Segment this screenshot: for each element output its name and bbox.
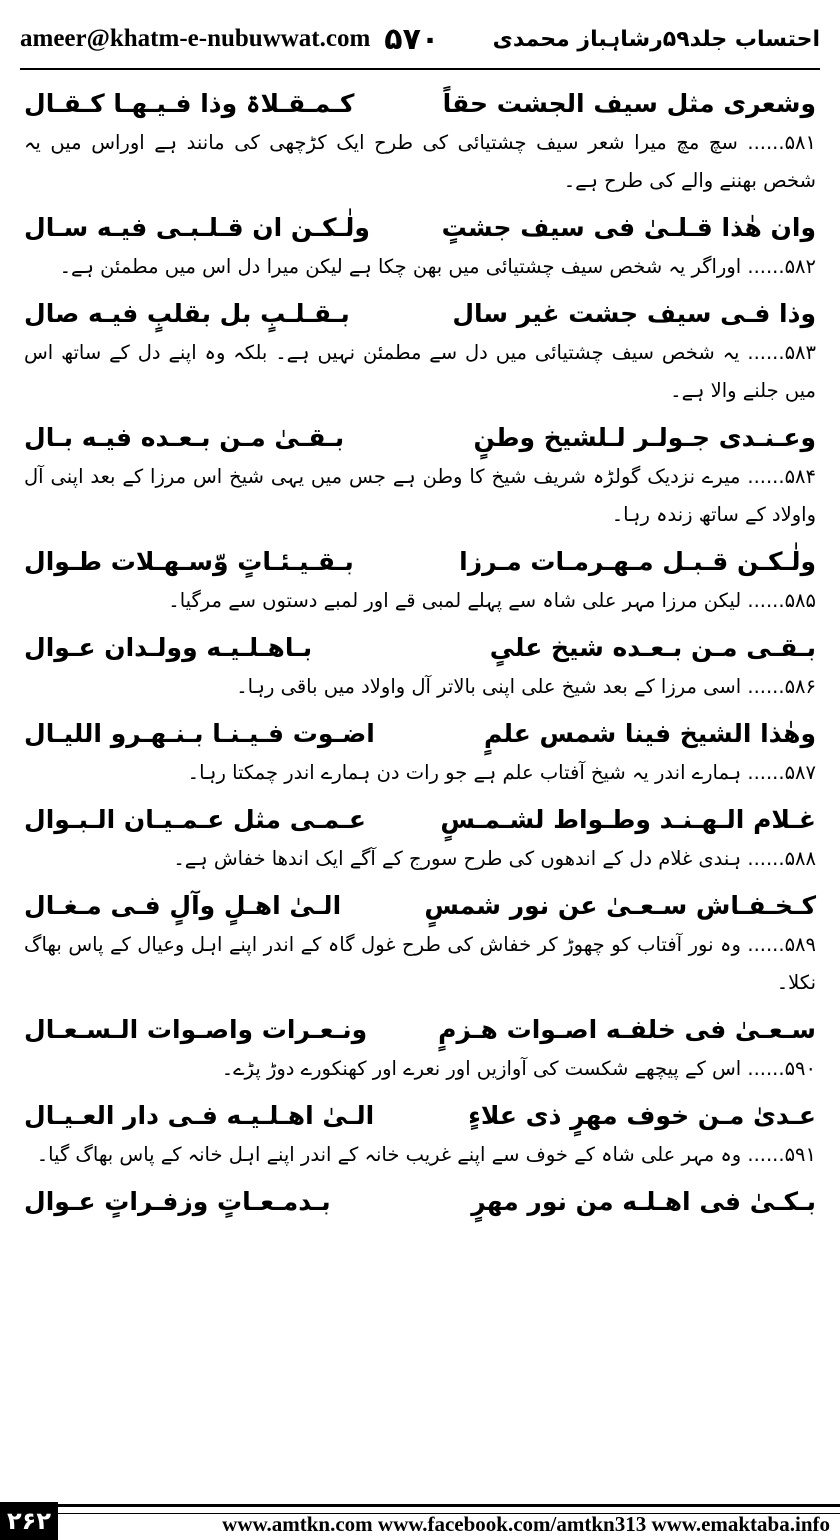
verse-left-hemistich: الـیٰ اھـلٍ وآلٍ فـی مـغـال (24, 891, 342, 920)
entry-588 (24, 800, 816, 878)
translation: ۵۸۷...... ہمارے اندر یہ شیخ آفتاب علم ہے جو رات دن ہمارے اندر چمکتا رہا۔ (187, 761, 816, 784)
translation: ۵۸۲...... اوراگر یہ شخص سیف چشتیائی میں بھن چکا ہے لیکن میرا دل اس میں مطمئن ہے۔ (59, 255, 816, 278)
verse-right-hemistich: وعـنـدی جـولـر لـلشیخ وطنٍ (473, 423, 816, 452)
verse-line (24, 800, 816, 840)
verse-left-hemistich: ولٰـکـن ان قـلـبـی فیـه سـال (24, 213, 370, 242)
verse-left-hemistich: بـدمـعـاتٍ وزفـراتٍ عـوال (24, 1187, 331, 1216)
verse-line (24, 1182, 816, 1222)
verse-right-hemistich: وھٰذا الشیخ فینا شمس علمٍ (483, 719, 816, 748)
translation: ۵۸۶...... اسی مرزا کے بعد شیخ علی اپنی بالاتر آل واولاد میں باقی رہا۔ (236, 675, 816, 698)
entry-582 (24, 208, 816, 286)
entry-590 (24, 1010, 816, 1088)
entry-587 (24, 714, 816, 792)
verse-left-hemistich: الـیٰ اھـلـیـه فـی دار العـیـال (24, 1101, 375, 1130)
page-footer (0, 1502, 840, 1540)
entry-589 (24, 886, 816, 1002)
header-title: احتساب جلد۵۹رشاہباز محمدی (492, 26, 820, 52)
entry-584 (24, 418, 816, 534)
verse-line (24, 84, 816, 124)
verse-line (24, 294, 816, 334)
verse-left-hemistich: کـمـقـلاۃ وذا فـیـھـا کـقـال (24, 89, 355, 118)
header-left (20, 22, 439, 57)
page-content (24, 84, 816, 1222)
verse-right-hemistich: غـلام الـھـنـد وطـواط لشـمـسٍ (440, 805, 816, 834)
verse-line (24, 714, 816, 754)
verse-left-hemistich: ونـعـرات واصـوات الـسـعـال (24, 1015, 368, 1044)
translation: ۵۸۱...... سچ مچ میرا شعر سیف چشتیائی کی طرح ایک کڑچھی کی مانند ہے اوراس میں یہ شخص بھننے والے کی طرح ہے۔ (24, 131, 816, 192)
verse-line (24, 208, 816, 248)
verse-left-hemistich: اضـوت فـیـنـا بـنـھـرو اللیـال (24, 719, 375, 748)
verse-left-hemistich: عـمـی مثل عـمـیـان الـبـوال (24, 805, 366, 834)
verse-right-hemistich: وان ھٰذا قـلـیٰ فی سیف جشتٍ (441, 213, 816, 242)
entry-583 (24, 294, 816, 410)
verse-left-hemistich: بـقـیـئـاتٍ وّسـھـلات طـوال (24, 547, 354, 576)
translation: ۵۹۱...... وہ مہر علی شاہ کے خوف سے اپنے غریب خانہ کے اندر اپنے اہل خانہ کے پاس بھاگ گیا۔ (36, 1143, 816, 1166)
verse-line (24, 418, 816, 458)
header-rule (20, 68, 820, 70)
verse-right-hemistich: سـعـیٰ فی خلفـه اصـوات ھـزمٍ (438, 1015, 816, 1044)
entry-581 (24, 84, 816, 200)
verse-left-hemistich: بـقـیٰ مـن بـعـده فیـه بـال (24, 423, 345, 452)
entry-585 (24, 542, 816, 620)
verse-right-hemistich: وذا فـی سیف جشت غیر سال (452, 299, 816, 328)
translation: ۵۹۰...... اس کے پیچھے شکست کی آوازیں اور نعرے اور کھنکورے دوڑ پڑے۔ (221, 1057, 816, 1080)
header-page-number: ۵۷۰ (384, 21, 440, 57)
verse-line (24, 886, 816, 926)
verse-line (24, 542, 816, 582)
verse-right-hemistich: بـقـی مـن بـعـده شیخ علیٍ (489, 633, 816, 662)
verse-line (24, 1096, 816, 1136)
header-email: ameer@khatm-e-nubuwwat.com (20, 25, 371, 52)
translation: ۵۸۴...... میرے نزدیک گولڑہ شریف شیخ کا وطن ہے جس میں یہی شیخ اس مرزا کے بعد اپنی آل واولاد کے ساتھ زندہ رہا۔ (24, 465, 816, 526)
verse-left-hemistich: بـقـلـبٍ بل بقلبٍ فیـه صال (24, 299, 350, 328)
entry-586 (24, 628, 816, 706)
verse-right-hemistich: بـکـیٰ فی اھـلـه من نور مھرٍ (471, 1187, 816, 1216)
entry-592 (24, 1182, 816, 1222)
translation: ۵۸۸...... ہندی غلام دل کے اندھوں کی طرح سورج کے آگے ایک اندھا خفاش ہے۔ (173, 847, 816, 870)
entry-591 (24, 1096, 816, 1174)
verse-left-hemistich: بـاھـلـیـه وولـدان عـوال (24, 633, 313, 662)
page-header (20, 14, 820, 64)
verse-right-hemistich: وشعری مثل سیف الجشت حقاً (442, 89, 816, 118)
verse-line (24, 1010, 816, 1050)
verse-right-hemistich: ولٰـکـن قـبـل مـھـرمـات مـرزا (459, 547, 816, 576)
verse-right-hemistich: کـخـفـاش سـعـیٰ عن نور شمسٍ (424, 891, 816, 920)
verse-line (24, 628, 816, 668)
translation: ۵۸۹...... وہ نور آفتاب کو چھوڑ کر خفاش کی طرح غول گاہ کے اندر اپنے اہل وعیال کے پاس بھاگ نکلا۔ (24, 933, 816, 994)
verse-right-hemistich: عـدیٰ مـن خوف مھرٍ ذی علاءٍ (468, 1101, 816, 1130)
translation: ۵۸۳...... یہ شخص سیف چشتیائی میں دل سے مطمئن نہیں ہے۔ بلکہ وہ اپنے دل کے ساتھ اس میں جلنے والا ہے۔ (24, 341, 816, 402)
footer-page-number: ۲۶۲ (0, 1502, 58, 1540)
footer-bar (58, 1502, 840, 1540)
footer-links[interactable]: www.amtkn.com www.facebook.com/amtkn313 www.emaktaba.info (222, 1512, 830, 1536)
translation: ۵۸۵...... لیکن مرزا مہر علی شاہ سے پہلے لمبی قے اور لمبے دستوں سے مرگیا۔ (168, 589, 816, 612)
